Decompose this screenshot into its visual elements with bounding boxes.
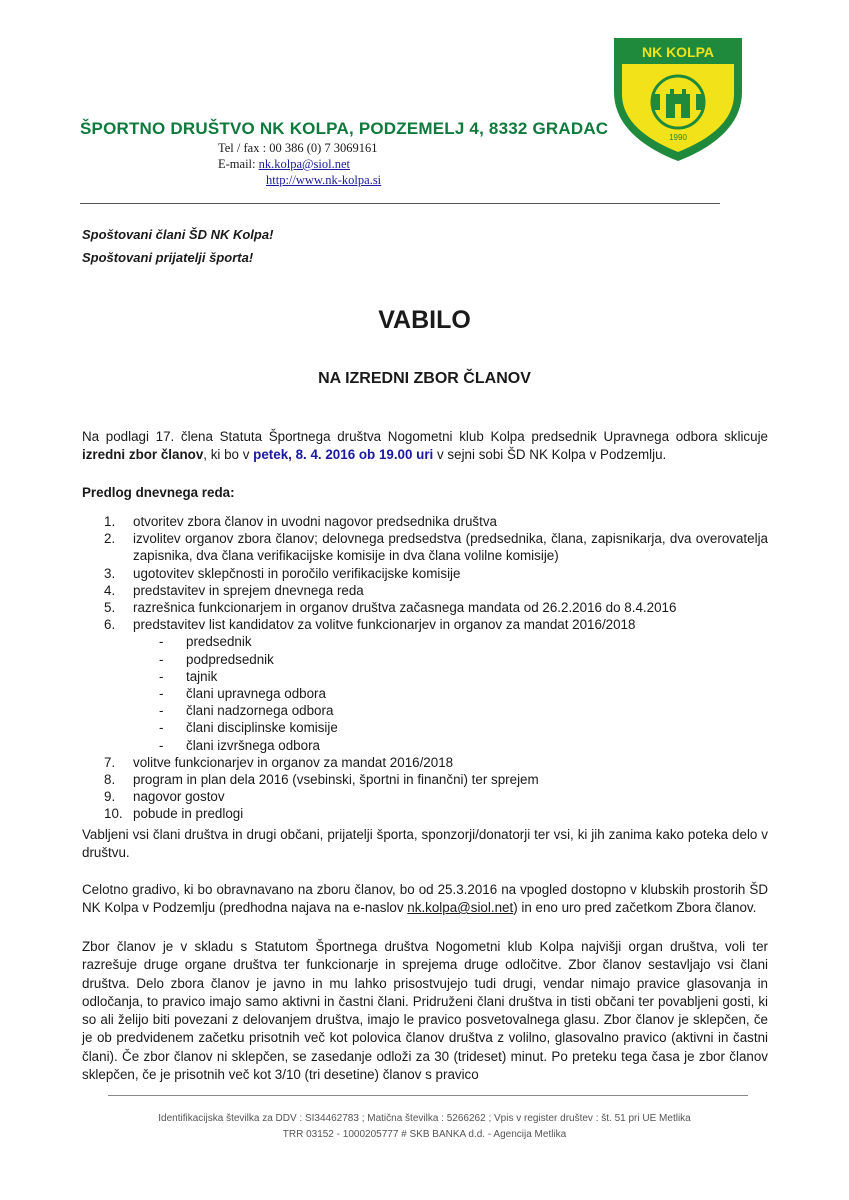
agenda-num: 7.: [104, 754, 116, 770]
agenda-item: [82, 805, 768, 822]
assembly-rules-paragraph: Zbor članov je v skladu s Statutom Športnega društva Nogometni klub Kolpa najvišji organ društva, voli ter razrešuje druge organe društva ter funkcionarje in sprejema druge odločitve. Zbor članov sestavljajo vsi člani društva. Delo zbora članov je javno in mu lahko prisostvujejo tudi drugi, vendar nimajo pravice glasovanja in odločanja, to pravico imajo samo aktivni in častni člani. Pridruženi člani društva in tisti občani ter povabljeni gosti, ki so ali želijo biti povezani z delovanjem društva, imajo le pravico posvetovalnega glasu. Zbor članov je sklepčen, če je ob predvidenem začetku prisotnih več kot polovica članov društva z volilno, glasovalno pravico (aktivni in častni člani). Če zbor članov ni sklepčen, se zasedanje odloži za 30 (trideset) minut. Po preteku tega časa je zbor članov sklepčen, če je prisotnih več kot 3/10 (tri desetine) članov s pravico: [82, 939, 768, 1083]
tel-fax: Tel / fax : 00 386 (0) 7 3069161: [218, 141, 378, 155]
agenda-num: 4.: [104, 582, 116, 598]
agenda-item: [82, 771, 768, 788]
agenda-item: [82, 565, 768, 582]
meeting-date: petek, 8. 4. 2016 ob 19.00 uri: [253, 447, 434, 462]
agenda-subitem-text: člani upravnega odbora: [186, 686, 326, 702]
agenda-text: predstavitev list kandidatov za volitve funkcionarjev in organov za mandat 2016/2018: [133, 617, 636, 633]
website-row: [266, 172, 381, 188]
materials-text-1: Celotno gradivo, ki bo obravnavano na zboru članov, bo od 25.3.2016 na vpogled dostopno v klubskih prostorih ŠD NK Kolpa v Podzemlju (predhodna najava na e-naslov: [82, 882, 768, 915]
invitation-paragraph: Vabljeni vsi člani društva in drugi občani, prijatelji športa, sponzorji/donatorji ter vsi, ki jih zanima kako poteka delo v društvu.: [82, 827, 768, 860]
logo-name: NK KOLPA: [641, 44, 715, 60]
greeting-members: Spoštovani člani ŠD NK Kolpa!: [82, 227, 274, 242]
materials-paragraph: [82, 881, 768, 917]
footer-divider: [108, 1095, 748, 1096]
agenda-num: 10.: [104, 806, 123, 822]
agenda-text: izvolitev organov zbora članov; delovnega predsedstva (predsednika, člana, zapisnikarja, dva overovatelja zapisnika, dva člana verifikacijske komisije in dva člana volilne komisije): [133, 531, 768, 564]
agenda-subitem-text: tajnik: [186, 668, 218, 684]
agenda-item: [82, 582, 768, 599]
agenda-item: [82, 513, 768, 530]
agenda-text: predstavitev in sprejem dnevnega reda: [133, 582, 364, 598]
contact-block: [218, 140, 381, 188]
agenda-num: 5.: [104, 600, 116, 616]
agenda-subitem: - člani izvršnega odbora: [159, 737, 320, 753]
website-link[interactable]: http://www.nk-kolpa.si: [266, 173, 382, 187]
agenda-num: 2.: [104, 531, 116, 547]
agenda-heading: Predlog dnevnega reda:: [82, 485, 235, 500]
agenda-num: 9.: [104, 789, 116, 805]
document-title: VABILO: [378, 306, 471, 334]
header-divider: [80, 203, 720, 204]
agenda-text: otvoritev zbora članov in uvodni nagovor predsednika društva: [133, 514, 497, 529]
agenda-text: razrešnica funkcionarjem in organov društva začasnega mandata od 26.2.2016 do 8.4.2016: [133, 600, 677, 616]
agenda-text: pobude in predlogi: [133, 806, 244, 822]
greeting-friends: Spoštovani prijatelji športa!: [82, 250, 254, 265]
materials-text-2: ) in eno uro pred začetkom Zbora članov.: [513, 900, 757, 915]
agenda-item: [82, 616, 768, 633]
agenda-item: [82, 754, 768, 771]
nk-kolpa-logo: [608, 34, 748, 164]
agenda-text: ugotovitev sklepčnosti in poročilo verifikacijske komisije: [133, 565, 461, 581]
agenda-num: 6.: [104, 617, 116, 633]
agenda-list: [82, 513, 768, 823]
org-header: ŠPORTNO DRUŠTVO NK KOLPA, PODZEMELJ 4, 8332 GRADAC: [80, 119, 609, 138]
agenda-subitem-text: člani disciplinske komisije: [186, 720, 338, 736]
agenda-subitem-text: člani nadzornega odbora: [186, 703, 334, 719]
intro-text-1: Na podlagi 17. člena Statuta Športnega društva Nogometni klub Kolpa predsednik Upravnega odbora sklicuje: [82, 429, 768, 444]
intro-text-2: , ki bo v: [203, 447, 254, 462]
logo-year: 1990: [669, 133, 687, 142]
agenda-text: nagovor gostov: [133, 789, 225, 805]
agenda-item: [82, 788, 768, 805]
email-link[interactable]: nk.kolpa@siol.net: [258, 157, 350, 171]
agenda-subitem: - člani nadzornega odbora: [159, 703, 334, 719]
footer-registration: Identifikacijska številka za DDV : SI34462783 ; Matična številka : 5266262 ; Vpis v register društev : št. 51 pri UE Metlika: [158, 1113, 691, 1124]
email-row: [218, 156, 381, 172]
agenda-text: program in plan dela 2016 (vsebinski, športni in finančni) ter sprejem: [133, 772, 539, 788]
agenda-subitem-text: podpredsednik: [186, 651, 274, 667]
agenda-num: 1.: [104, 514, 116, 529]
agenda-subitem-text: predsednik: [186, 634, 252, 650]
agenda-item: [82, 599, 768, 616]
agenda-subitem: - člani disciplinske komisije: [159, 720, 338, 736]
agenda-item: [82, 530, 768, 564]
agenda-subitem: - tajnik: [159, 668, 218, 684]
intro-bold: izredni zbor članov: [82, 447, 204, 462]
org-name: ŠPORTNO DRUŠTVO NK KOLPA: [80, 119, 349, 138]
intro-text-3: v sejni sobi ŠD NK Kolpa v Podzemlju.: [433, 447, 667, 462]
footer-bank: TRR 03152 - 1000205777 # SKB BANKA d.d. - Agencija Metlika: [282, 1129, 567, 1140]
intro-paragraph: [82, 428, 768, 464]
agenda-text: volitve funkcionarjev in organov za mandat 2016/2018: [133, 754, 454, 770]
agenda-subitem-text: člani izvršnega odbora: [186, 737, 320, 753]
org-address: PODZEMELJ 4, 8332 GRADAC: [358, 119, 609, 138]
agenda-subitem: - predsednik: [159, 634, 252, 650]
agenda-num: 3.: [104, 565, 116, 581]
materials-email-link[interactable]: nk.kolpa@siol.net: [407, 900, 514, 915]
email-label: E-mail:: [218, 157, 256, 171]
document-subtitle: NA IZREDNI ZBOR ČLANOV: [318, 370, 531, 387]
agenda-subitem: - podpredsednik: [159, 651, 274, 667]
agenda-subitem: - člani upravnega odbora: [159, 686, 326, 702]
agenda-num: 8.: [104, 772, 116, 788]
